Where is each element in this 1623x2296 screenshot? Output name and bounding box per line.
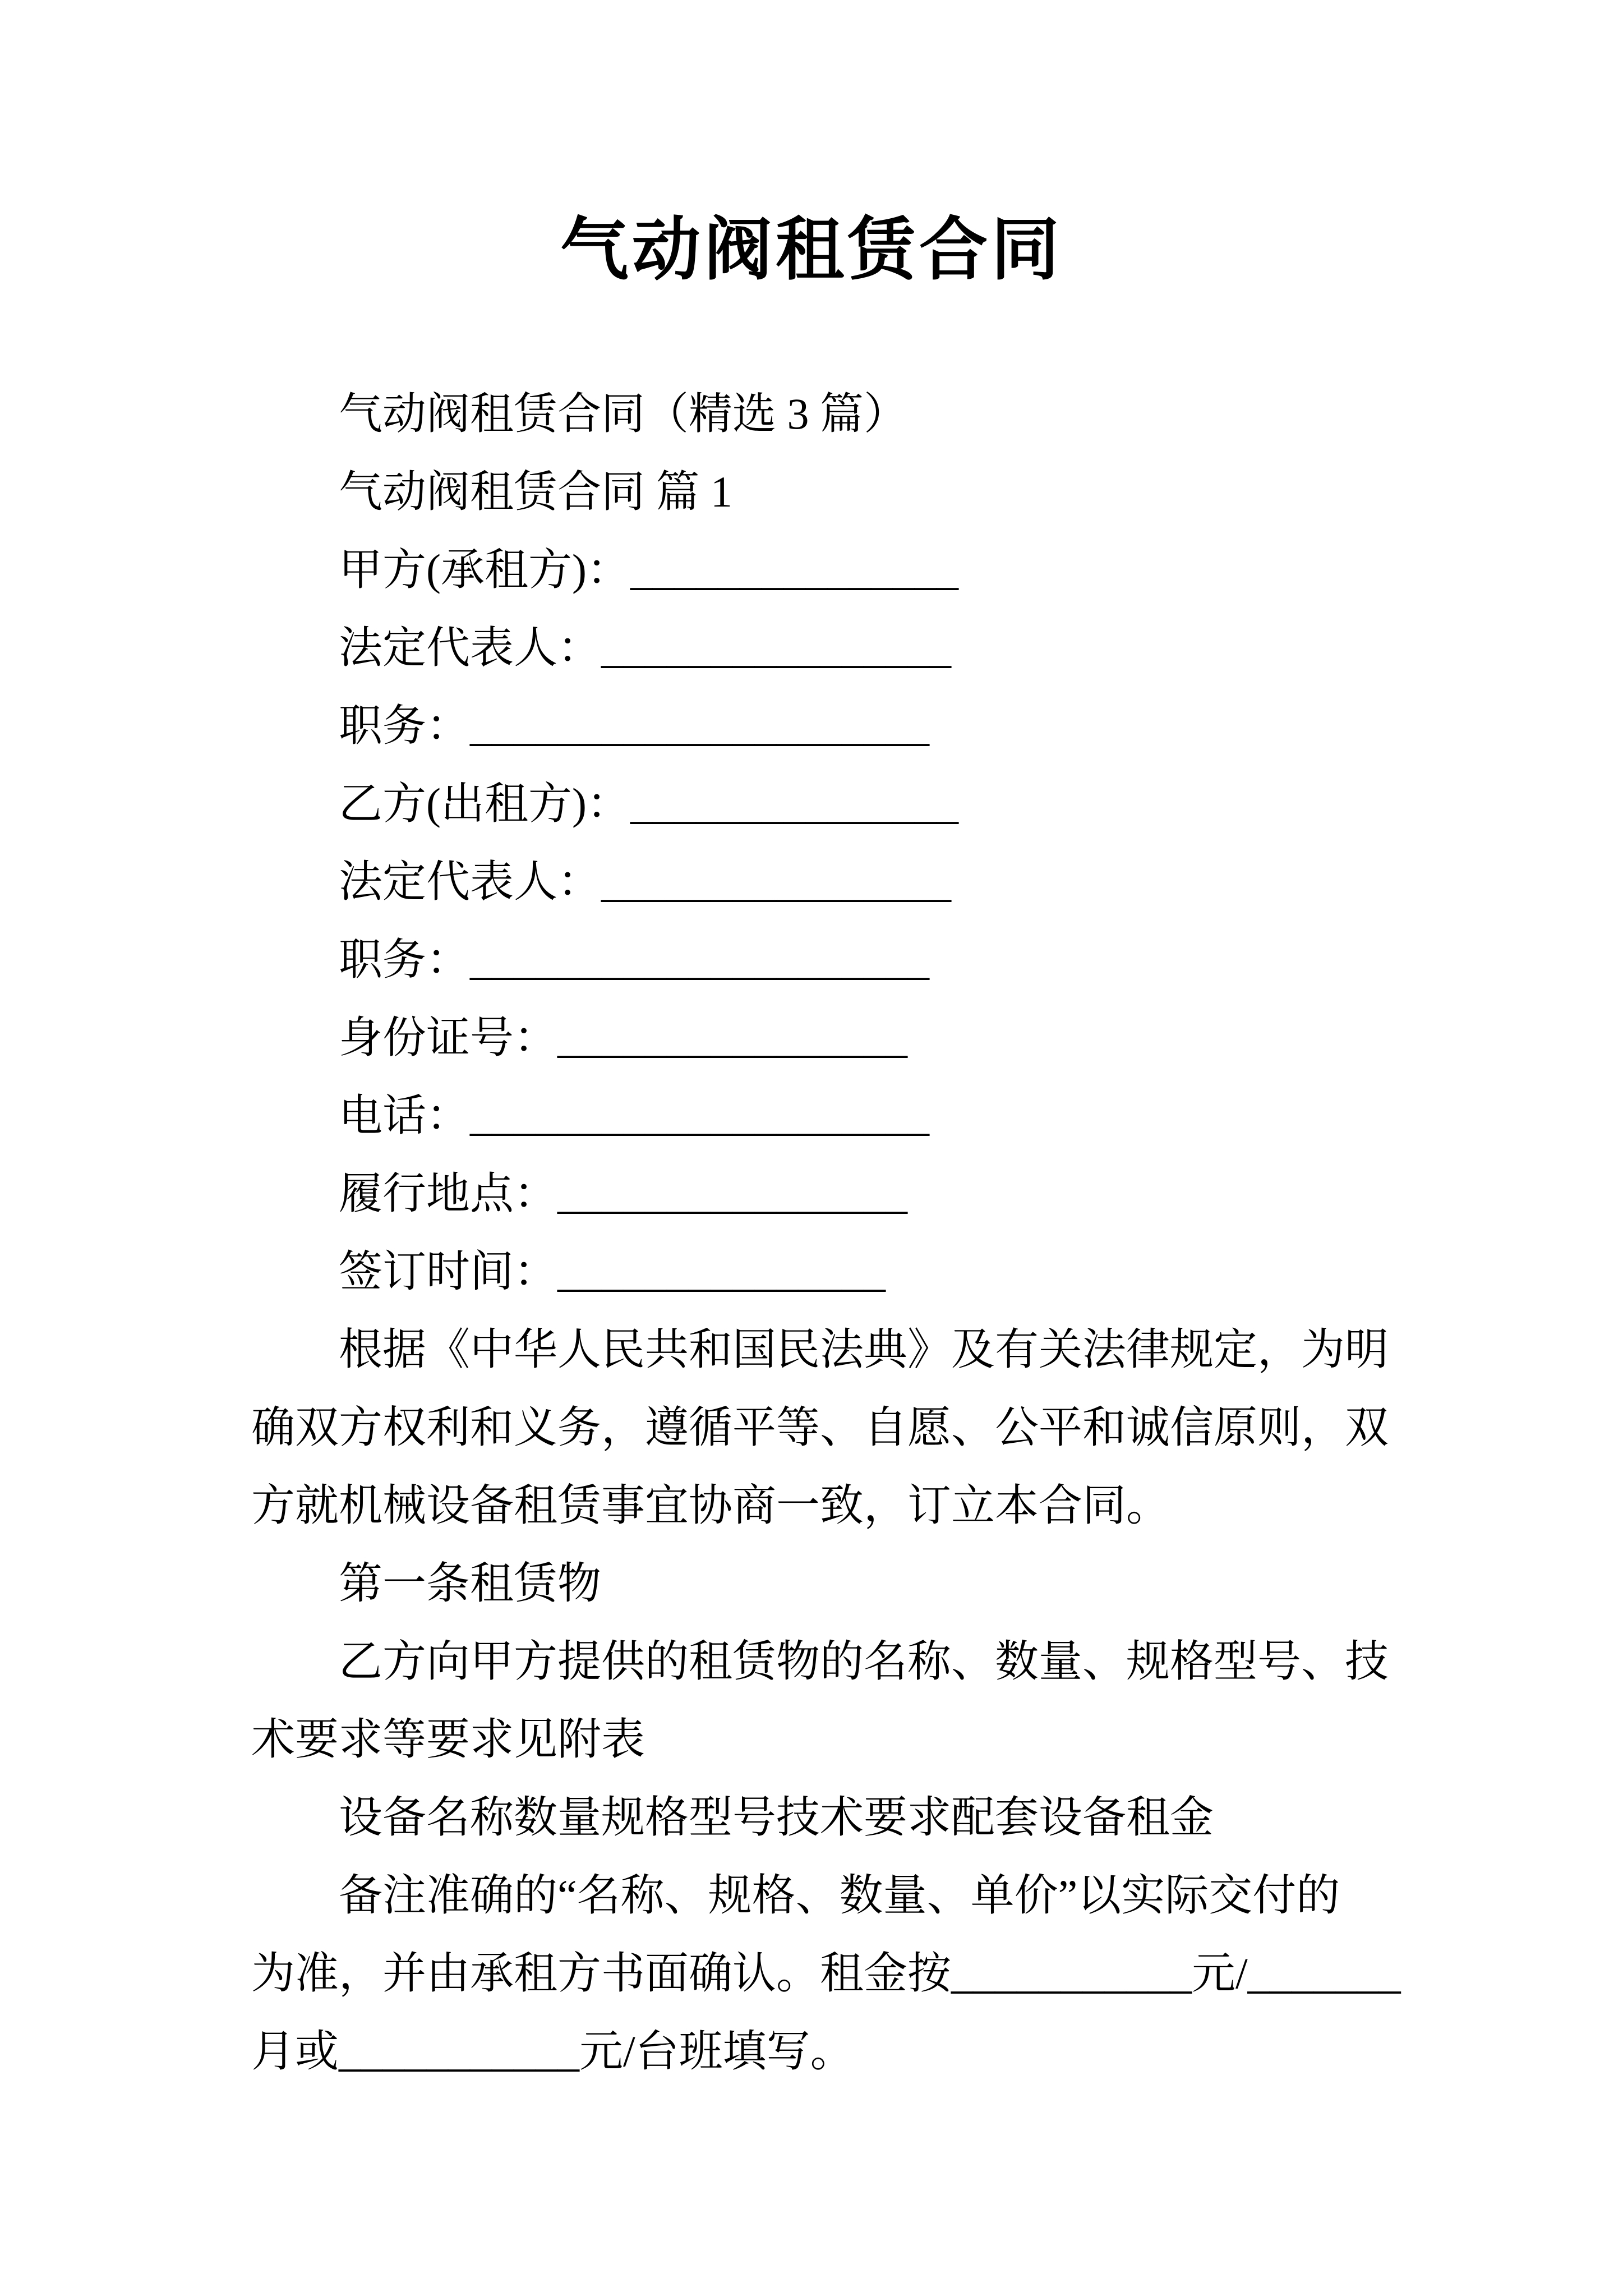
doc-part-label: 气动阀租赁合同 篇 1 <box>339 467 733 516</box>
para-legal-basis-line-1: 根据《中华人民共和国民法典》及有关法律规定，为明 <box>339 1325 1389 1374</box>
line-equipment-table-header: 设备名称数量规格型号技术要求配套设备租金 <box>339 1793 1214 1842</box>
field-line-id-number: 身份证号：________________ <box>339 1013 908 1062</box>
para-remark-line-3: 月或___________元/台班填写。 <box>251 2027 854 2076</box>
field-line-legal-rep-a: 法定代表人：________________ <box>339 623 952 672</box>
field-line-duty-a: 职务：_____________________ <box>339 701 930 750</box>
para-lease-object-line-1: 乙方向甲方提供的租赁物的名称、数量、规格型号、技 <box>339 1637 1389 1686</box>
field-line-legal-rep-b: 法定代表人：________________ <box>339 857 952 906</box>
page-title: 气动阀租赁合同 <box>560 213 1063 288</box>
para-legal-basis-line-3: 方就机械设备租赁事宜协商一致，订立本合同。 <box>251 1481 1170 1530</box>
doc-subtitle: 气动阀租赁合同（精选 3 篇） <box>339 389 908 438</box>
field-line-duty-b: 职务：_____________________ <box>339 935 930 984</box>
para-remark-line-2: 为准，并由承租方书面确认。租金按___________元/_______ <box>251 1949 1401 1998</box>
field-line-party-b: 乙方(出租方)：_______________ <box>339 779 958 828</box>
field-line-phone: 电话：_____________________ <box>339 1091 930 1140</box>
field-line-performance-place: 履行地点：________________ <box>339 1169 908 1218</box>
document-body <box>251 375 1401 2090</box>
heading-article-1: 第一条租赁物 <box>339 1559 602 1608</box>
para-remark-line-1: 备注准确的“名称、规格、数量、单价”以实际交付的 <box>339 1871 1340 1920</box>
field-line-signing-time: 签订时间：_______________ <box>339 1247 886 1296</box>
para-lease-object-line-2: 术要求等要求见附表 <box>251 1715 645 1764</box>
para-legal-basis-line-2: 确双方权利和义务，遵循平等、自愿、公平和诚信原则，双 <box>251 1403 1389 1452</box>
field-line-party-a: 甲方(承租方)：_______________ <box>339 545 958 594</box>
